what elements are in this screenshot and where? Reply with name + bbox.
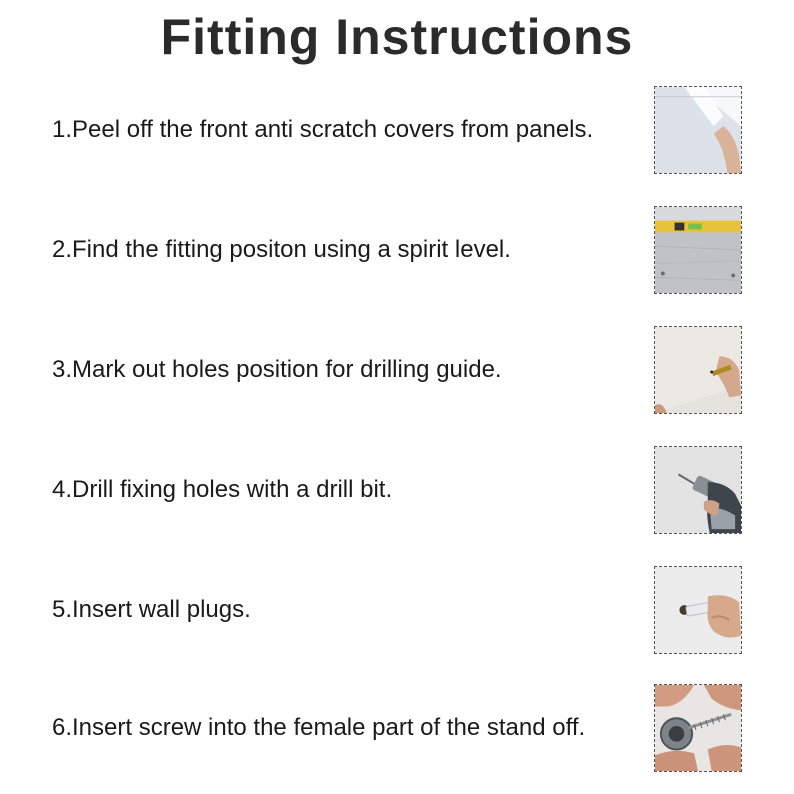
- peeling-cover-photo: [654, 86, 742, 174]
- step-5-text: 5.Insert wall plugs.: [52, 596, 251, 623]
- step-3-text: 3.Mark out holes position for drilling guide.: [52, 356, 502, 383]
- spirit-level-photo: [654, 206, 742, 294]
- page-title: Fitting Instructions: [160, 9, 634, 65]
- drill-photo: [654, 446, 742, 534]
- step-1: [0, 86, 794, 178]
- step-6: [0, 684, 794, 776]
- step-2: [0, 206, 794, 298]
- step-2-text: 2.Find the fitting positon using a spirit level.: [52, 236, 511, 263]
- step-6-text: 6.Insert screw into the female part of the stand off.: [52, 714, 586, 741]
- step-5: [0, 566, 794, 658]
- step-4-text: 4.Drill fixing holes with a drill bit.: [52, 476, 393, 503]
- step-3: [0, 326, 794, 418]
- step-4: [0, 446, 794, 538]
- screw-standoff-photo: [654, 684, 742, 772]
- marking-pen-photo: [654, 326, 742, 414]
- step-1-text: 1.Peel off the front anti scratch covers from panels.: [52, 116, 594, 143]
- wall-plug-photo: [654, 566, 742, 654]
